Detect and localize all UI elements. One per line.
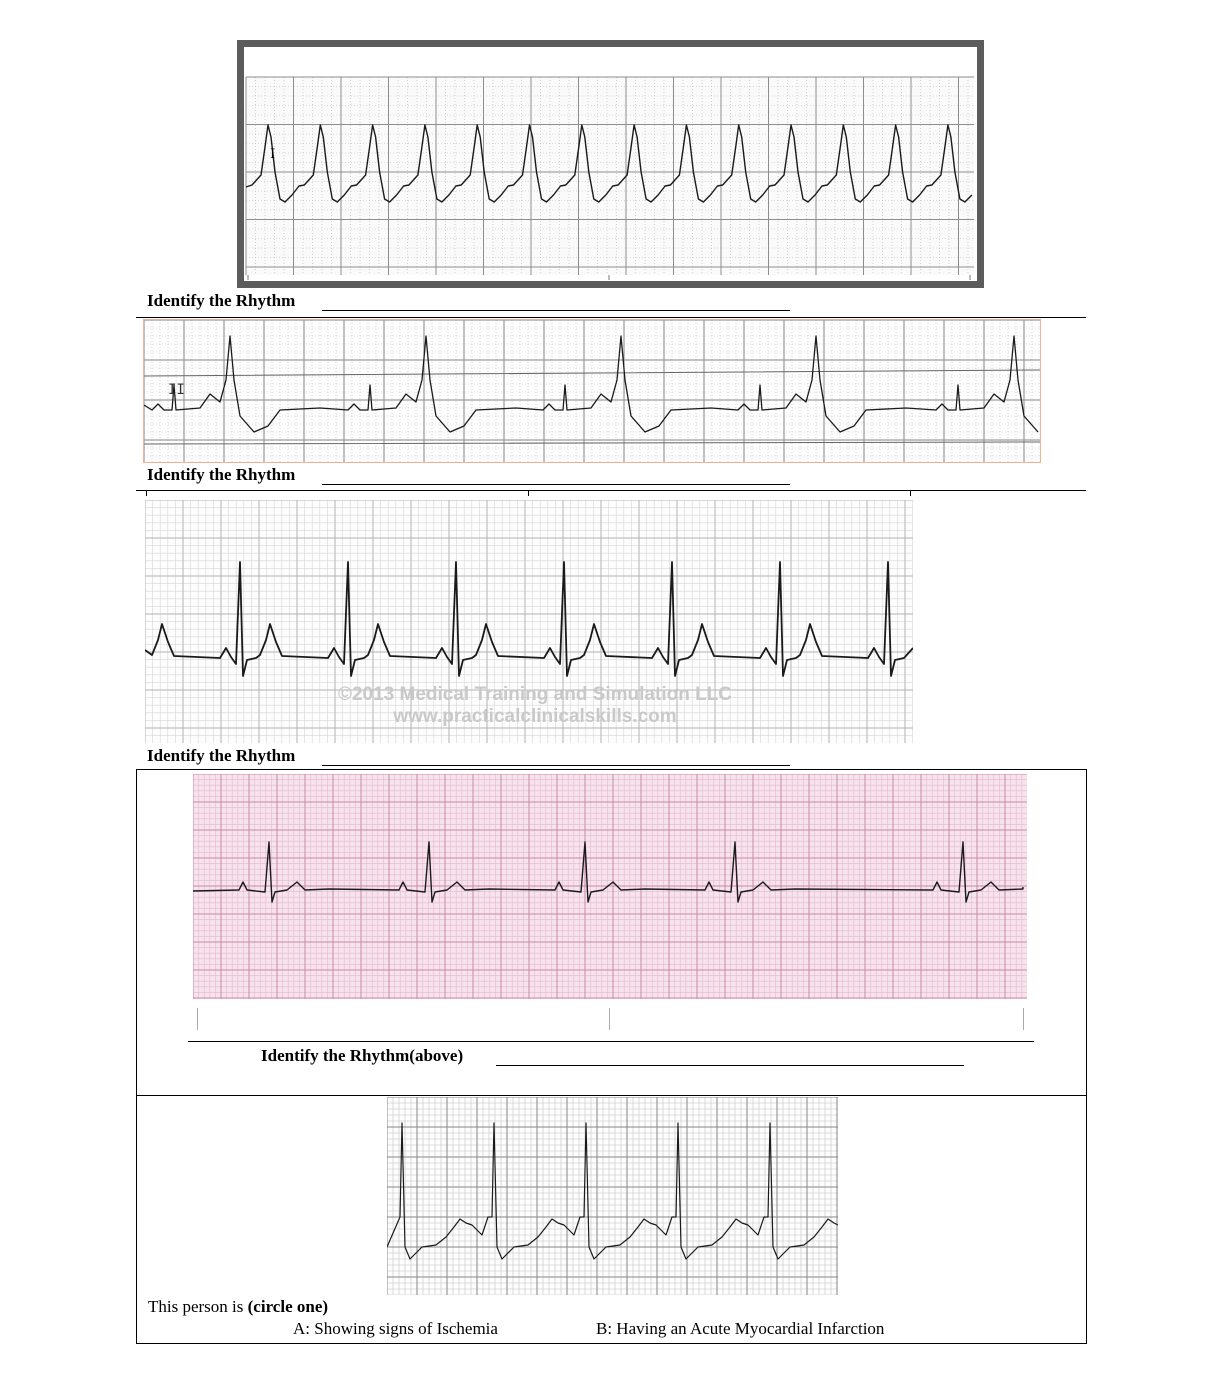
question-stem-text: This person is xyxy=(148,1297,248,1316)
option-b[interactable]: B: Having an Acute Myocardial Infarction xyxy=(596,1319,885,1338)
box-divider xyxy=(136,1095,1087,1096)
ecg-strip-5-svg xyxy=(387,1097,838,1295)
watermark-line-2: www.practicalclinicalskills.com xyxy=(393,706,677,727)
ecg-strip-2-svg xyxy=(144,320,1040,462)
answer-blank-1[interactable] xyxy=(322,310,790,311)
tick-mark xyxy=(146,490,147,496)
lead-label-1: I xyxy=(270,147,276,162)
answer-blank-2[interactable] xyxy=(322,484,790,485)
ecg-strip-2 xyxy=(143,319,1041,463)
divider-2 xyxy=(136,490,1086,491)
answer-blank-4[interactable] xyxy=(496,1065,964,1066)
strip-1-top-margin xyxy=(244,47,977,77)
strip-1-grid-bg xyxy=(246,77,974,275)
ecg-strip-4-svg xyxy=(193,774,1027,999)
tick-mark xyxy=(910,490,911,496)
question-stem-bold: (circle one) xyxy=(247,1297,329,1316)
divider-1 xyxy=(136,317,1086,318)
strip-1-grid-group xyxy=(246,77,974,275)
divider-4 xyxy=(188,1041,1034,1042)
rhythm-prompt-1: Identify the Rhythm xyxy=(147,291,296,310)
ecg-strip-1-svg xyxy=(244,47,977,281)
watermark xyxy=(255,684,815,728)
tick-mark xyxy=(609,1008,610,1030)
ecg-strip-4 xyxy=(193,774,1027,999)
tick-mark xyxy=(1023,1008,1024,1030)
ecg-strip-5 xyxy=(387,1097,838,1295)
lead-label-2: II xyxy=(168,382,185,398)
rhythm-prompt-3: Identify the Rhythm xyxy=(147,746,296,765)
tick-mark xyxy=(528,490,529,496)
option-a[interactable]: A: Showing signs of Ischemia xyxy=(293,1319,498,1338)
question-stem xyxy=(148,1297,328,1317)
answer-blank-3[interactable] xyxy=(322,765,790,766)
tick-mark xyxy=(197,1008,198,1030)
rhythm-prompt-2: Identify the Rhythm xyxy=(147,465,296,484)
watermark-line-1: ©2013 Medical Training and Simulation LLC xyxy=(337,684,733,705)
ecg-strip-3 xyxy=(145,500,913,743)
rhythm-prompt-4: Identify the Rhythm(above) xyxy=(261,1046,464,1065)
ecg-strip-1 xyxy=(237,40,984,288)
